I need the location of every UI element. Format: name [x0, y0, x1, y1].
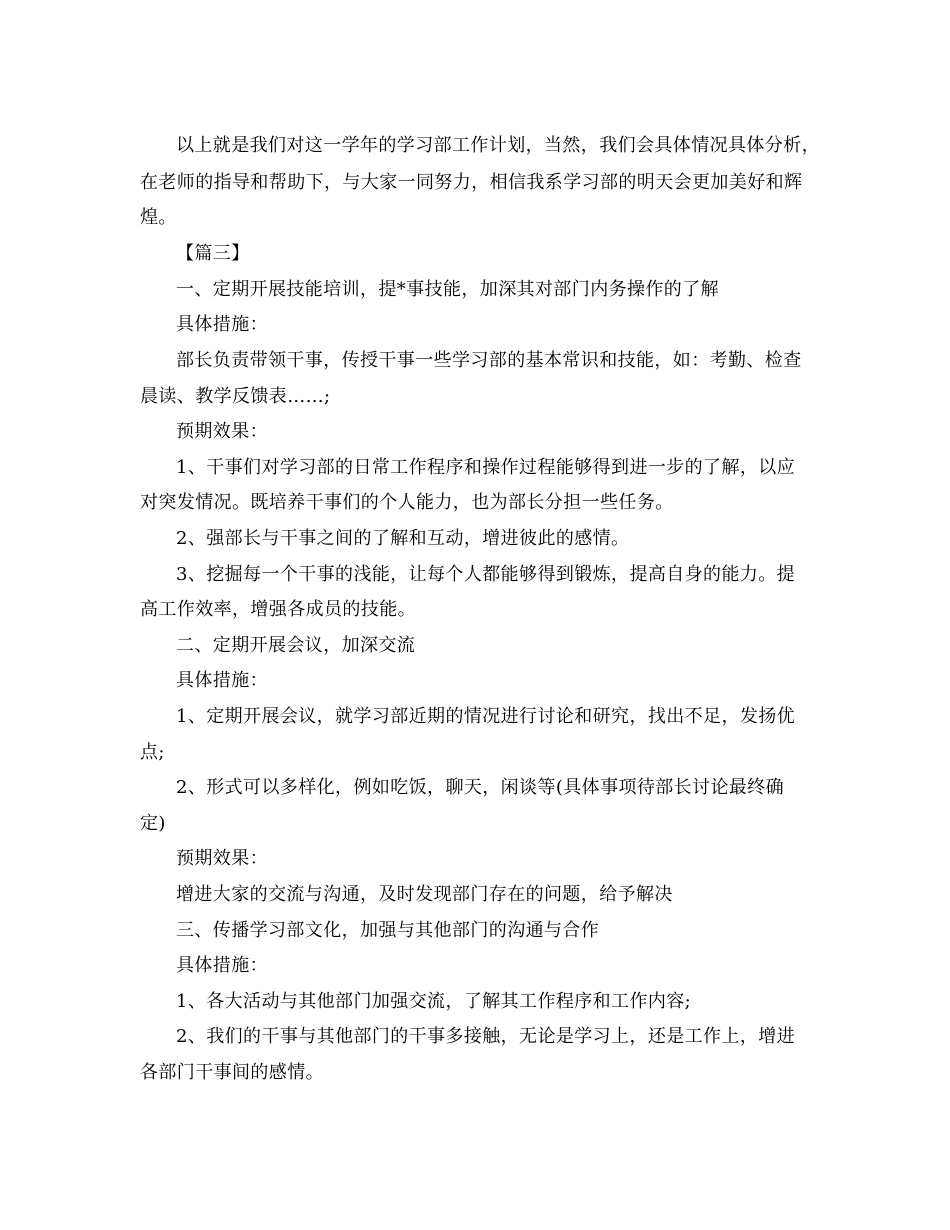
text-line: 具体措施：: [176, 314, 268, 335]
text-line: 3、挖掘每一个干事的浅能，让每个人都能够得到锻炼，提高自身的能力。提: [176, 564, 796, 585]
text-line: 1、各大活动与其他部门加强交流，了解其工作程序和工作内容;: [176, 991, 692, 1012]
text-line: 预期效果：: [176, 421, 268, 442]
text-line: 以上就是我们对这一学年的学习部工作计划，当然，我们会具体情况具体分析，: [176, 135, 820, 156]
text-line: 二、定期开展会议，加深交流: [176, 635, 416, 656]
text-line: 对突发情况。既培养干事们的个人能力，也为部长分担一些任务。: [140, 492, 674, 513]
text-line: 2、形式可以多样化，例如吃饭，聊天，闲谈等(具体事项待部长讨论最终确: [176, 777, 785, 798]
text-line: 预期效果：: [176, 848, 268, 869]
text-line: 点;: [140, 742, 165, 763]
text-line: 在老师的指导和帮助下，与大家一同努力，相信我系学习部的明天会更加美好和辉: [140, 172, 803, 193]
text-line: 晨读、教学反馈表……;: [140, 386, 331, 407]
text-line: 2、强部长与干事之间的了解和互动，增进彼此的感情。: [176, 528, 630, 549]
text-line: 定): [140, 813, 166, 834]
text-line: 1、干事们对学习部的日常工作程序和操作过程能够得到进一步的了解，以应: [176, 457, 796, 478]
section-heading: 【篇三】: [176, 243, 250, 264]
text-line: 2、我们的干事与其他部门的干事多接触，无论是学习上，还是工作上，增进: [176, 1026, 796, 1047]
text-line: 1、定期开展会议，就学习部近期的情况进行讨论和研究，找出不足，发扬优: [176, 706, 796, 727]
text-line: 一、定期开展技能培训，提*事技能，加深其对部门内务操作的了解: [176, 279, 719, 300]
text-line: 增进大家的交流与沟通，及时发现部门存在的问题，给予解决: [176, 884, 673, 905]
text-line: 具体措施：: [176, 670, 268, 691]
text-line: 煌。: [140, 207, 177, 228]
text-line: 具体措施：: [176, 955, 268, 976]
text-line: 三、传播学习部文化，加强与其他部门的沟通与合作: [176, 920, 600, 941]
text-line: 高工作效率，增强各成员的技能。: [140, 599, 416, 620]
text-line: 部长负责带领干事，传授干事一些学习部的基本常识和技能，如：考勤、检查: [176, 350, 802, 371]
text-line: 各部门干事间的感情。: [140, 1062, 324, 1083]
